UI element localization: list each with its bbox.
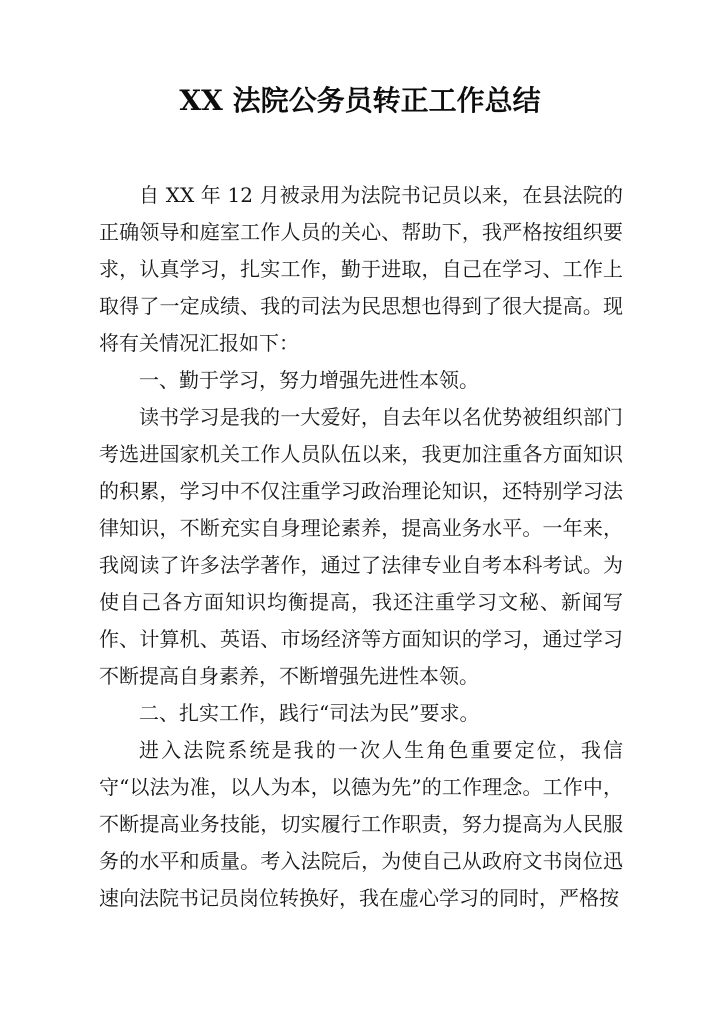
- paragraph-intro: 自 XX 年 12 月被录用为法院书记员以来，在县法院的正确领导和庭室工作人员的关心、帮助下，我严格按组织要求，认真学习，扎实工作，勤于进取，自己在学习、工作上取得了一定成绩、我的司法为民思想也得到了很大提高。现将有关情况汇报如下：: [99, 183, 623, 355]
- paragraph-work: 进入法院系统是我的一次人生角色重要定位，我信守“以法为准，以人为本，以德为先”的工作理念。工作中，不断提高业务技能，切实履行工作职责，努力提高为人民服务的水平和质量。考入法院后，为使自己从政府文书岗位迅速向法院书记员岗位转换好，我在虚心学习的同时，严格按: [99, 738, 623, 910]
- paragraph-study: 读书学习是我的一大爱好，自去年以名优势被组织部门考选进国家机关工作人员队伍以来，我更加注重各方面知识的积累，学习中不仅注重学习政治理论知识，还特别学习法律知识，不断充实自身理论素养，提高业务水平。一年来，我阅读了许多法学著作，通过了法律专业自考本科考试。为使自己各方面知识均衡提高，我还注重学习文秘、新闻写作、计算机、英语、市场经济等方面知识的学习，通过学习不断提高自身素养，不断增强先进性本领。: [99, 405, 623, 688]
- section-heading-study: 一、勤于学习，努力增强先进性本领。: [139, 368, 479, 392]
- document-body: [0, 177, 720, 917]
- document-title: XX 法院公务员转正工作总结: [179, 84, 541, 117]
- section-heading-work: 二、扎实工作，践行“司法为民”要求。: [139, 701, 480, 725]
